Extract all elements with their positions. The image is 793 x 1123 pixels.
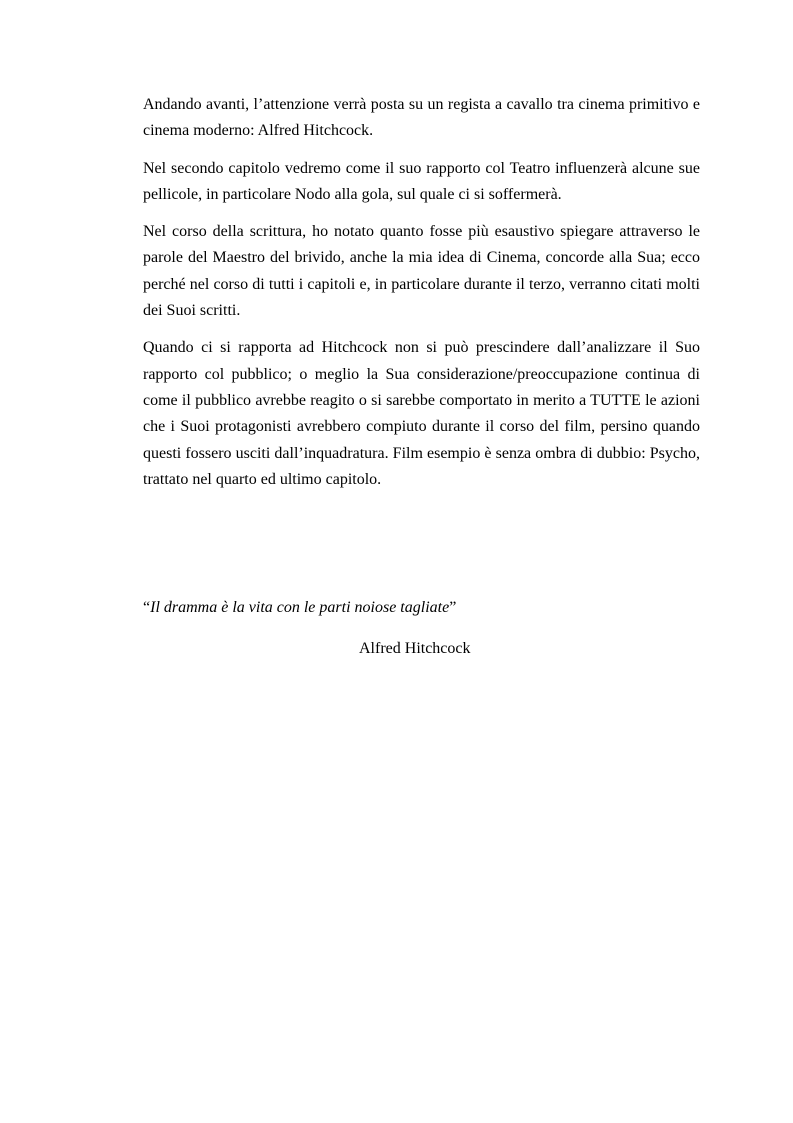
quote-text: Il dramma è la vita con le parti noiose tagliate (150, 599, 450, 616)
paragraph-chapter-two: Nel secondo capitolo vedremo come il suo rapporto col Teatro influenzerà alcune sue pellicole, in particolare Nodo alla gola, sul quale ci si soffermerà. (143, 159, 700, 203)
quote-author: Alfred Hitchcock (359, 640, 471, 657)
quote-line (143, 595, 700, 621)
document-body (143, 92, 700, 504)
quote-open-mark: “ (143, 599, 151, 616)
quote-close-mark: ” (449, 599, 457, 616)
paragraph-audience-relationship: Quando ci si rapporta ad Hitchcock non si può prescindere dall’analizzare il Suo rapporto col pubblico; o meglio la Sua considerazione/preoccupazione continua di come il pubblico avrebbe reagito o si sarebbe comportato in merito a TUTTE le azioni che i Suoi protagonisti avrebbero compiuto durante il corso del film, persino quando questi fossero usciti dall’inquadratura. Film esempio è senza ombra di dubbio: Psycho, trattato nel quarto ed ultimo capitolo. (143, 339, 700, 488)
paragraph-writing-approach: Nel corso della scrittura, ho notato quanto fosse più esaustivo spiegare attraverso le parole del Maestro del brivido, anche la mia idea di Cinema, concorde alla Sua; ecco perché nel corso di tutti i capitoli e, in particolare durante il terzo, verranno citati molti dei Suoi scritti. (143, 223, 700, 320)
epigraph-quote (143, 595, 700, 657)
paragraph-intro: Andando avanti, l’attenzione verrà posta su un regista a cavallo tra cinema primitivo e cinema moderno: Alfred Hitchcock. (143, 96, 700, 140)
